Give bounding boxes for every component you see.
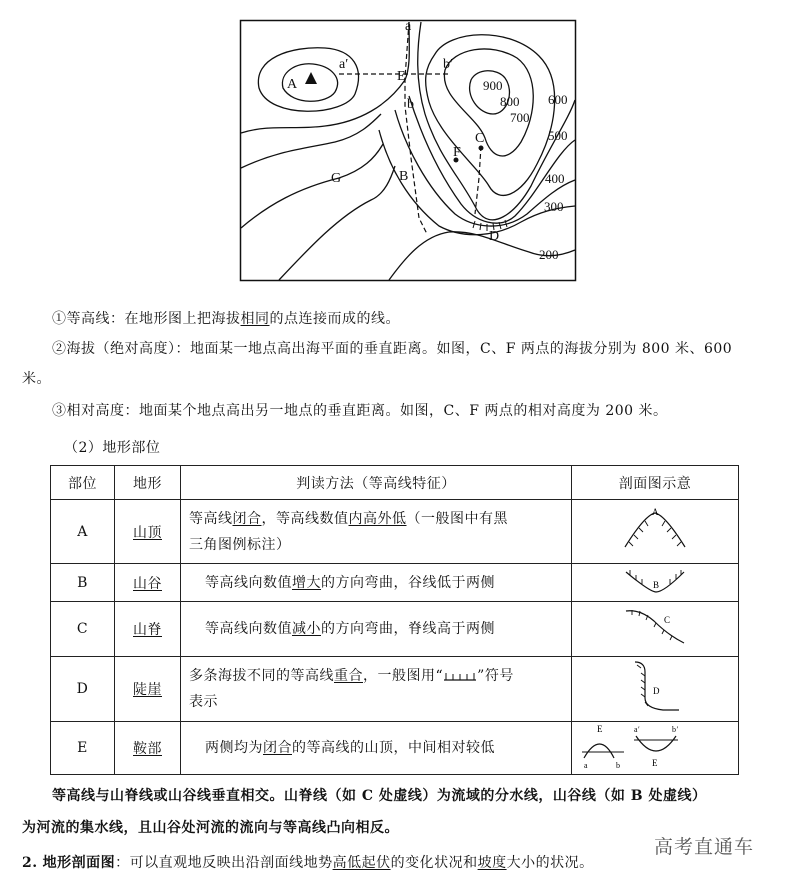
definition-elevation-line1: ②海拔（绝对高度）：地面某一地点高出海平面的垂直距离。如图，C、F 两点的海拔分别为 800 米、600 <box>52 341 733 357</box>
map-label-E: E <box>397 69 406 84</box>
header-method: 判读方法（等高线特征） <box>181 466 572 500</box>
table-header-row <box>51 466 739 500</box>
map-label-C: C <box>475 131 485 146</box>
definition-elevation-line2: 米。 <box>22 371 51 387</box>
map-label-F: F <box>453 145 461 160</box>
table-row: C 山脊 等高线向数值减小的方向弯曲，脊线高于两侧 C <box>51 602 739 657</box>
elev-500: 500 <box>548 128 568 143</box>
svg-text:E: E <box>597 724 603 734</box>
map-label-b-prime: b′ <box>443 57 454 72</box>
cliff-profile-sketch <box>625 658 685 716</box>
header-terrain: 地形 <box>115 466 181 500</box>
map-label-B: B <box>399 169 409 184</box>
map-label-b: b <box>407 97 414 112</box>
table-row: D 陡崖 多条海拔不同的等高线重合，一般图用“ ”符号 表示 D <box>51 657 739 722</box>
svg-text:b′: b′ <box>672 725 679 734</box>
map-label-G: G <box>331 171 342 186</box>
topographic-map <box>239 18 579 284</box>
section-title: （2）地形部位 <box>64 440 161 456</box>
map-label-D: D <box>489 229 500 244</box>
saddle-profile-sketch <box>580 722 730 770</box>
elev-300: 300 <box>544 199 564 214</box>
svg-text:A: A <box>652 506 659 517</box>
definition-relative-height: ③相对高度：地面某个地点高出另一地点的垂直距离。如图，C、F 两点的相对高度为 200 米。 <box>52 403 668 419</box>
elev-700: 700 <box>510 110 530 125</box>
cliff-symbol-icon <box>443 670 477 682</box>
header-part: 部位 <box>51 466 115 500</box>
watermark: 高考直通车 <box>654 836 755 858</box>
elev-200: 200 <box>539 247 559 262</box>
profile-definition: 2. 地形剖面图：可以直观地反映出沿剖面线地势高低起伏的变化状况和坡度大小的状况。 <box>22 855 594 871</box>
svg-text:b: b <box>616 761 621 770</box>
definition-contour: ①等高线：在地形图上把海拔相同的点连接而成的线。 <box>52 311 400 327</box>
svg-text:a′: a′ <box>634 725 641 734</box>
table-row: A 山顶 等高线闭合，等高线数值内高外低（一般图中有黑 三角图例标注） A <box>51 500 739 564</box>
map-label-A: A <box>287 77 298 92</box>
elev-800: 800 <box>500 94 520 109</box>
table-row: E 鞍部 两侧均为闭合的等高线的山顶，中间相对较低 E a b a′ b′ E <box>51 722 739 775</box>
svg-text:a: a <box>584 761 589 770</box>
elev-400: 400 <box>545 171 565 186</box>
note-line-2: 为河流的集水线，且山谷处河流的流向与等高线凸向相反。 <box>22 820 399 836</box>
map-label-a: a <box>405 19 412 34</box>
elev-600: 600 <box>548 92 568 107</box>
svg-text:C: C <box>664 615 671 625</box>
header-profile: 剖面图示意 <box>572 466 739 500</box>
map-label-a-prime: a′ <box>339 57 349 72</box>
peak-profile-sketch <box>615 505 695 555</box>
valley-profile-sketch <box>620 566 690 596</box>
note-line-1: 等高线与山脊线或山谷线垂直相交。山脊线（如 C 处虚线）为流域的分水线，山谷线（如 B 处虚线） <box>52 788 707 804</box>
elev-900: 900 <box>483 78 503 93</box>
svg-text:E: E <box>652 758 658 768</box>
svg-text:B: B <box>653 579 660 590</box>
table-row: B 山谷 等高线向数值增大的方向弯曲，谷线低于两侧 B <box>51 564 739 602</box>
ridge-profile-sketch <box>620 605 690 649</box>
svg-text:D: D <box>653 686 660 696</box>
terrain-table <box>50 465 739 775</box>
